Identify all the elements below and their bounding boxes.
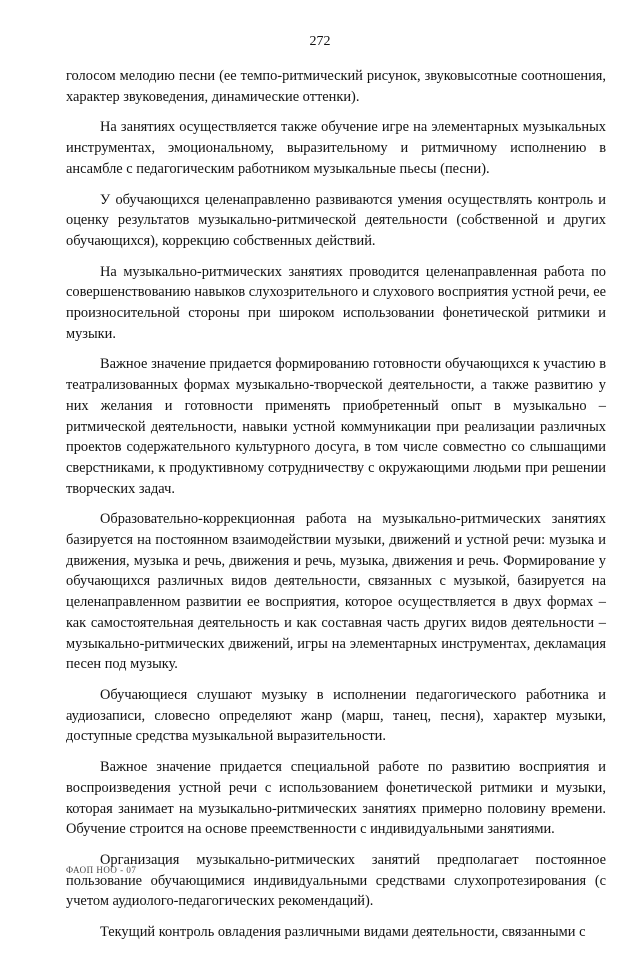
paragraph: Обучающиеся слушают музыку в исполнении педагогического работника и аудиозаписи, словесно определяют жанр (марш, танец, песня), характер музыки, доступные средства музыкальной выразительности. bbox=[66, 686, 606, 745]
paragraph: Организация музыкально-ритмических занятий предполагает постоянное пользование обучающимися индивидуальными средствами слухопротезирования (с учетом аудиолого-педагогических рекомендаций). bbox=[66, 851, 606, 910]
paragraph: голосом мелодию песни (ее темпо-ритмический рисунок, звуковысотные соотношения, характер звуковедения, динамические оттенки). bbox=[66, 68, 606, 105]
paragraph: На музыкально-ритмических занятиях проводится целенаправленная работа по совершенствованию навыков слухозрительного и слухового восприятия устной речи, ее произносительной стороны при широком использовании фонетической ритмики и музыки. bbox=[66, 263, 606, 342]
paragraph: Важное значение придается специальной работе по развитию восприятия и воспроизведения устной речи с использованием фонетической ритмики и музыки, которая занимает на музыкально-ритмических занятиях примерно половину времени. Обучение строится на основе преемственности с индивидуальными занятиями. bbox=[66, 759, 606, 838]
paragraph: У обучающихся целенаправленно развиваются умения осуществлять контроль и оценку результатов музыкально-ритмической деятельности (собственной и других обучающихся), коррекцию собственных действий. bbox=[66, 191, 606, 249]
paragraph: Образовательно-коррекционная работа на музыкально-ритмических занятиях базируется на постоянном взаимодействии музыки, движений и устной речи: музыка и движения, музыка и речь, движения и речь, музыка, движения и речь. Формирование у обучающихся различных видов деятельности, связанных с музыкой, базируется на целенаправленном развитии ее восприятия, которое осуществляется в двух формах – как самостоятельная деятельность и как составная часть других видов деятельности – музыкально-ритмических движений, игры на элементарных инструментах, декламация песен под музыку. bbox=[66, 511, 606, 673]
paragraph: На занятиях осуществляется также обучение игре на элементарных музыкальных инструментах, эмоциональному, выразительному и ритмичному исполнению в ансамбле с педагогическим работником музыкальные пьесы (песни). bbox=[66, 119, 606, 177]
paragraph: Важное значение придается формированию готовности обучающихся к участию в театрализованных формах музыкально-творческой деятельности, а также развитию у них желания и готовности применять приобретенный опыт в музыкально –ритмической деятельности, навыки устной коммуникации при реализации различных проектов содержательного культурного досуга, в том числе совместно со слышащими сверстниками, к продуктивному сотрудничеству с окружающими людьми при решении творческих задач. bbox=[66, 356, 606, 497]
paragraph: Текущий контроль овладения различными видами деятельности, связанными с bbox=[100, 924, 586, 941]
document-body bbox=[66, 66, 606, 953]
page-number: 272 bbox=[309, 34, 331, 49]
footer-label: ФАОП НОО - 07 bbox=[66, 865, 137, 875]
